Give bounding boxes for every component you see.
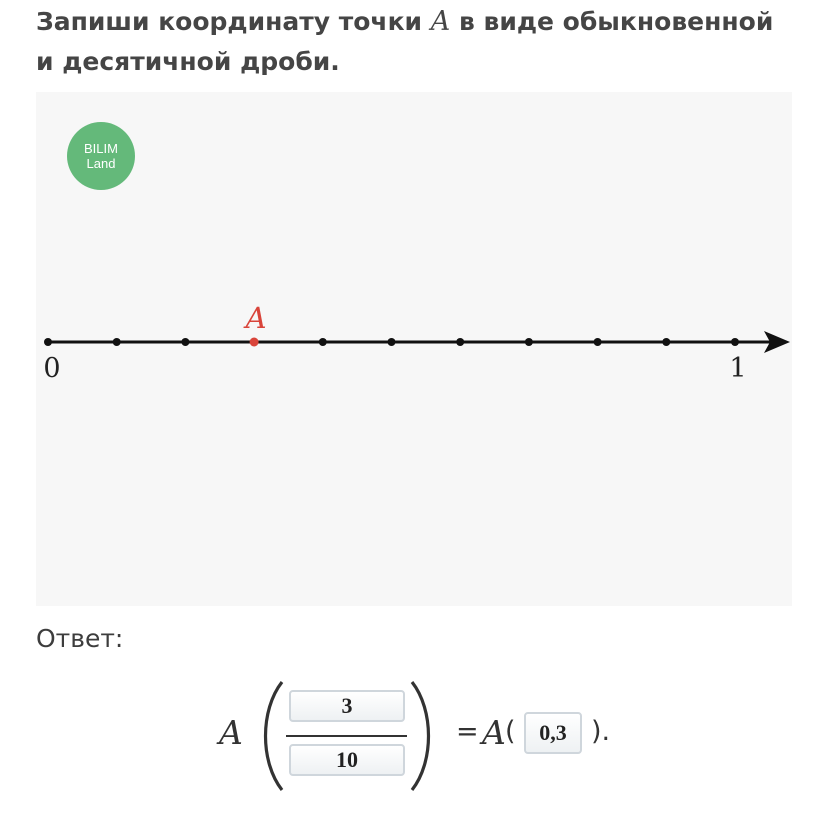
number-line-tick bbox=[113, 338, 121, 346]
task-point-variable: A bbox=[430, 6, 451, 37]
logo-line-1: BILIM bbox=[84, 141, 118, 156]
close-paren: ). bbox=[591, 716, 611, 747]
number-line-tick bbox=[594, 338, 602, 346]
numerator-input[interactable] bbox=[289, 690, 405, 722]
decimal-input[interactable] bbox=[524, 712, 582, 754]
point-a-label: A bbox=[245, 301, 267, 335]
denominator-input[interactable] bbox=[289, 744, 405, 776]
number-line-tick bbox=[44, 338, 52, 346]
number-line-tick bbox=[731, 338, 739, 346]
fraction-bar bbox=[286, 735, 407, 737]
open-paren: ( bbox=[505, 716, 516, 747]
number-line-tick bbox=[181, 338, 189, 346]
answer-label: Ответ: bbox=[36, 624, 124, 653]
left-big-paren-icon bbox=[258, 680, 286, 792]
task-text-before: Запиши координату точки bbox=[36, 7, 431, 36]
number-line-label-zero: 0 bbox=[43, 353, 61, 384]
bilimland-logo bbox=[67, 122, 135, 190]
point-a-marker bbox=[250, 338, 259, 347]
number-line-tick bbox=[388, 338, 396, 346]
answer-variable: A bbox=[219, 713, 243, 752]
equals-sign: = bbox=[456, 716, 479, 747]
task-text-after: в виде обыкновенной и десятичной дроби. bbox=[36, 7, 774, 76]
answer-variable-2: A bbox=[482, 713, 506, 752]
number-line-label-one: 1 bbox=[729, 353, 747, 384]
number-line bbox=[36, 92, 792, 606]
right-big-paren-icon bbox=[408, 680, 436, 792]
number-line-tick bbox=[662, 338, 670, 346]
task-statement bbox=[36, 2, 796, 82]
number-line-tick bbox=[319, 338, 327, 346]
logo-line-2: Land bbox=[86, 156, 116, 171]
number-line-tick bbox=[456, 338, 464, 346]
figure-panel bbox=[36, 92, 792, 606]
number-line-tick bbox=[525, 338, 533, 346]
